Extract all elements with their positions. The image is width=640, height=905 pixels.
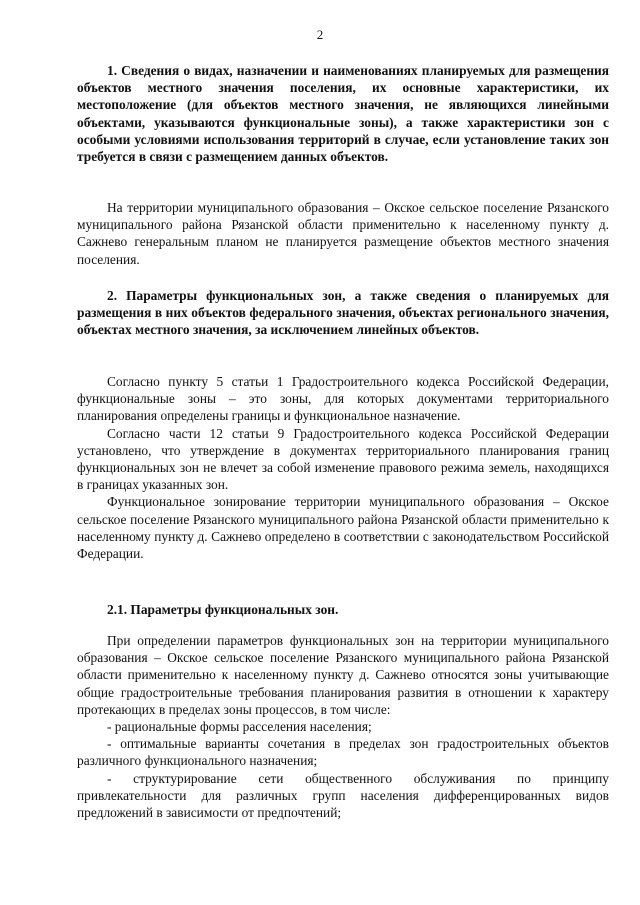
section-2-1-intro: При определении параметров функциональных зон на территории муниципального образования – Окское сельское поселение Рязанского муниципального района Рязанской области применительно к населенному пункту д. Сажнево относятся зоны учитывающие общие градостроительные требования планирования развития в отношении к характеру протекающих в пределах зоны процессов, в том числе:: [77, 633, 609, 717]
section-2-body: [77, 373, 609, 562]
section-2-paragraph: Согласно части 12 статьи 9 Градостроительного кодекса Российской Федерации установлено, что утверждение в документах территориального планирования границ функциональных зон не влечет за собой изменение правового режима земель, находящихся в границах указанных зон.: [77, 425, 609, 493]
page-number: 2: [316, 27, 324, 42]
section-1-heading: 1. Сведения о видах, назначении и наименованиях планируемых для размещения объектов местного значения поселения, их основные характеристики, их местоположение (для объектов местного значения, не являющихся линейными объектами, указываются функциональные зоны), а также характеристики зон с особыми условиями использования территорий в случае, если установление таких зон требуется в связи с размещением данных объектов.: [77, 63, 609, 165]
section-2-paragraph: Согласно пункту 5 статьи 1 Градостроительного кодекса Российской Федерации, функциональные зоны – это зоны, для которых документами территориального планирования определены границы и функциональное назначение.: [77, 374, 609, 424]
list-item: - структурирование сети общественного обслуживания по принципу привлекательности для различных групп населения дифференцированных видов предложений в зависимости от предпочтений;: [77, 770, 609, 821]
section-2-paragraph: Функциональное зонирование территории муниципального образования – Окское сельское поселение Рязанского муниципального района Рязанской области применительно к населенному пункту д. Сажнево определено в соответствии с законодательством Российской Федерации.: [77, 494, 609, 562]
list-item: - рациональные формы расселения населения;: [107, 719, 372, 735]
section-2-heading: 2. Параметры функциональных зон, а также сведения о планируемых для размещения в них объектов федерального значения, объектах регионального значения, объектах местного значения, за исключением линейных объектов.: [77, 288, 609, 338]
section-2-1-heading: 2.1. Параметры функциональных зон.: [107, 602, 339, 617]
list-item: - оптимальные варианты сочетания в пределах зон градостроительных объектов различного функционального назначения;: [77, 736, 609, 769]
section-2-1-body: [77, 632, 609, 821]
section-1-paragraph: На территории муниципального образования – Окское сельское поселение Рязанского муниципального района Рязанской области применительно к населенному пункту д. Сажнево генеральным планом не планируется размещение объектов местного значения поселения.: [77, 200, 609, 267]
